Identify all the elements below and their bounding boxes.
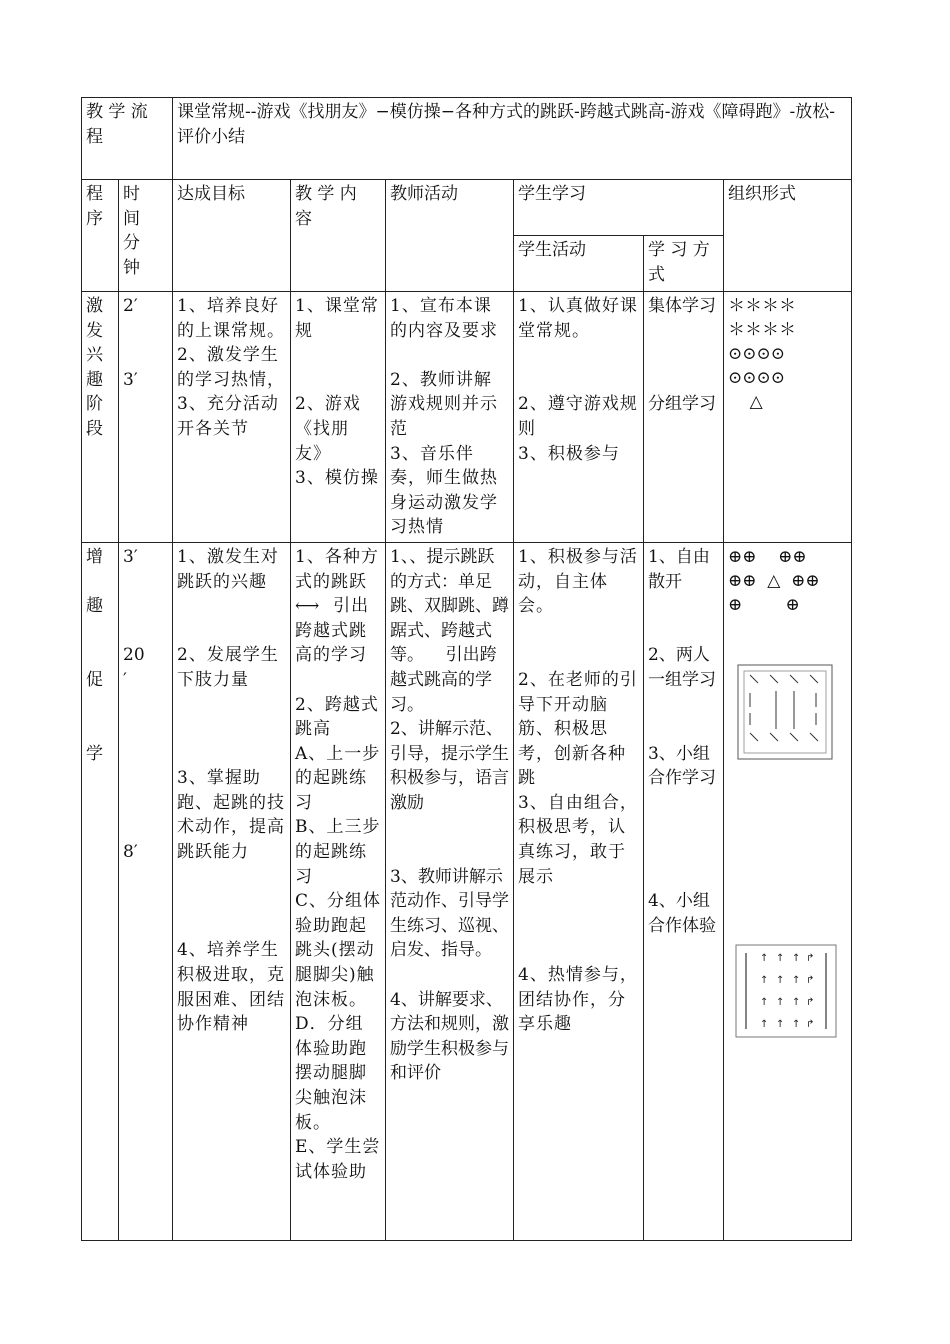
svg-text:↑: ↑ bbox=[792, 952, 801, 964]
stage-name: 增 趣 促 学 bbox=[82, 542, 119, 1240]
lesson-plan-table bbox=[81, 97, 852, 1241]
header-time: 时 间 分 钟 bbox=[119, 180, 173, 292]
header-student-activity: 学生活动 bbox=[514, 236, 644, 292]
stage-student-activity: 1、认真做好课堂常规。 2、遵守游戏规则 3、积极参与 bbox=[514, 292, 644, 543]
stage-name: 激 发 兴 趣 阶 段 bbox=[82, 292, 119, 543]
stage-study-method: 集体学习 分组学习 bbox=[644, 292, 724, 543]
svg-text:↱: ↱ bbox=[806, 974, 815, 986]
svg-text:↑: ↑ bbox=[776, 974, 785, 986]
header-row-1 bbox=[82, 180, 852, 236]
svg-text:↑: ↑ bbox=[760, 952, 769, 964]
header-content: 教 学 内 容 bbox=[291, 180, 386, 292]
stage-teacher: 1、、提示跳跃的方式：单足跳、双脚跳、蹲踞式、跨越式等。 引出跨越式跳高的学习。 2、讲解示范、引导，提示学生积极参与，语言激励 3、教师讲解示范动作、引导学生练习、巡视、启发、指导。 4、讲解要求、方法和规则，激励学生积极参与和评价 bbox=[386, 542, 514, 1240]
stage-study-method: 1、自由散开 2、两人一组学习 3、小组合作学习 4、小组合作体验 bbox=[644, 542, 724, 1240]
flow-label: 教 学 流 程 bbox=[82, 98, 173, 180]
high-jump-diagram bbox=[734, 943, 838, 1039]
stage-goal: 1、激发生对跳跃的兴趣 2、发展学生下肢力量 3、掌握助跑、起跳的技术动作，提高跳跃能力 4、培养学生积极进取，克服困难、团结协作精神 bbox=[173, 542, 291, 1240]
header-procedure: 程 序 bbox=[82, 180, 119, 292]
header-organization: 组织形式 bbox=[724, 180, 852, 292]
stage-content: 1、各种方式的跳跃 ⟷ 引出跨越式跳高的学习 2、跨越式跳高 A、上一步的起跳练习 B、上三步的起跳练习 C、分组体验助跑起跳头(摆动腿脚尖)触泡沫板。 D．分组体验助跑摆动腿脚尖触泡沫板。 E、学生尝试体验助 bbox=[291, 542, 386, 1240]
svg-text:↱: ↱ bbox=[806, 952, 815, 964]
svg-text:↑: ↑ bbox=[776, 1018, 785, 1030]
header-goal: 达成目标 bbox=[173, 180, 291, 292]
stage-time: 3′ 20 ′ 8′ bbox=[119, 542, 173, 1240]
svg-text:↑: ↑ bbox=[760, 1018, 769, 1030]
formation-symbols: ＊＊＊＊ ＊＊＊＊ ⊙⊙⊙⊙ ⊙⊙⊙⊙ △ bbox=[728, 296, 796, 412]
stage-time: 2′ 3′ bbox=[119, 292, 173, 543]
svg-text:↱: ↱ bbox=[806, 996, 815, 1008]
svg-text:↑: ↑ bbox=[760, 996, 769, 1008]
svg-text:↱: ↱ bbox=[806, 1018, 815, 1030]
svg-text:↑: ↑ bbox=[776, 952, 785, 964]
stage-content: 1、课堂常规 2、游戏《找朋友》 3、模仿操 bbox=[291, 292, 386, 543]
stage-goal: 1、培养良好的上课常规。 2、激发学生的学习热情， 3、充分活动开各关节 bbox=[173, 292, 291, 543]
flow-row bbox=[82, 98, 852, 180]
stage-organization bbox=[724, 542, 852, 1240]
header-study-method: 学 习 方 式 bbox=[644, 236, 724, 292]
svg-text:↑: ↑ bbox=[760, 974, 769, 986]
stage-row-1 bbox=[82, 292, 852, 543]
svg-text:↑: ↑ bbox=[792, 996, 801, 1008]
svg-text:↑: ↑ bbox=[792, 1018, 801, 1030]
stage-teacher: 1、宣布本课的内容及要求 2、教师讲解游戏规则并示范 3、音乐伴奏，师生做热身运动激发学习热情 bbox=[386, 292, 514, 543]
header-teacher: 教师活动 bbox=[386, 180, 514, 292]
formation-symbols: ⊕⊕ ⊕⊕ ⊕⊕ △ ⊕⊕ ⊕ ⊕ bbox=[728, 546, 820, 615]
svg-text:↑: ↑ bbox=[776, 996, 785, 1008]
stage-student-activity: 1、积极参与活动，自主体会。 2、在老师的引导下开动脑筋、积极思考，创新各种跳 3、自由组合，积极思考，认真练习，敢于展示 4、热情参与，团结协作，分享乐趣 bbox=[514, 542, 644, 1240]
stage-organization bbox=[724, 292, 852, 543]
header-student: 学生学习 bbox=[514, 180, 724, 236]
obstacle-course-diagram bbox=[736, 663, 836, 763]
stage-row-2 bbox=[82, 542, 852, 1240]
svg-text:↑: ↑ bbox=[792, 974, 801, 986]
flow-value: 课堂常规--游戏《找朋友》−模仿操−各种方式的跳跃-跨越式跳高-游戏《障碍跑》-放松-评价小结 bbox=[173, 98, 852, 180]
